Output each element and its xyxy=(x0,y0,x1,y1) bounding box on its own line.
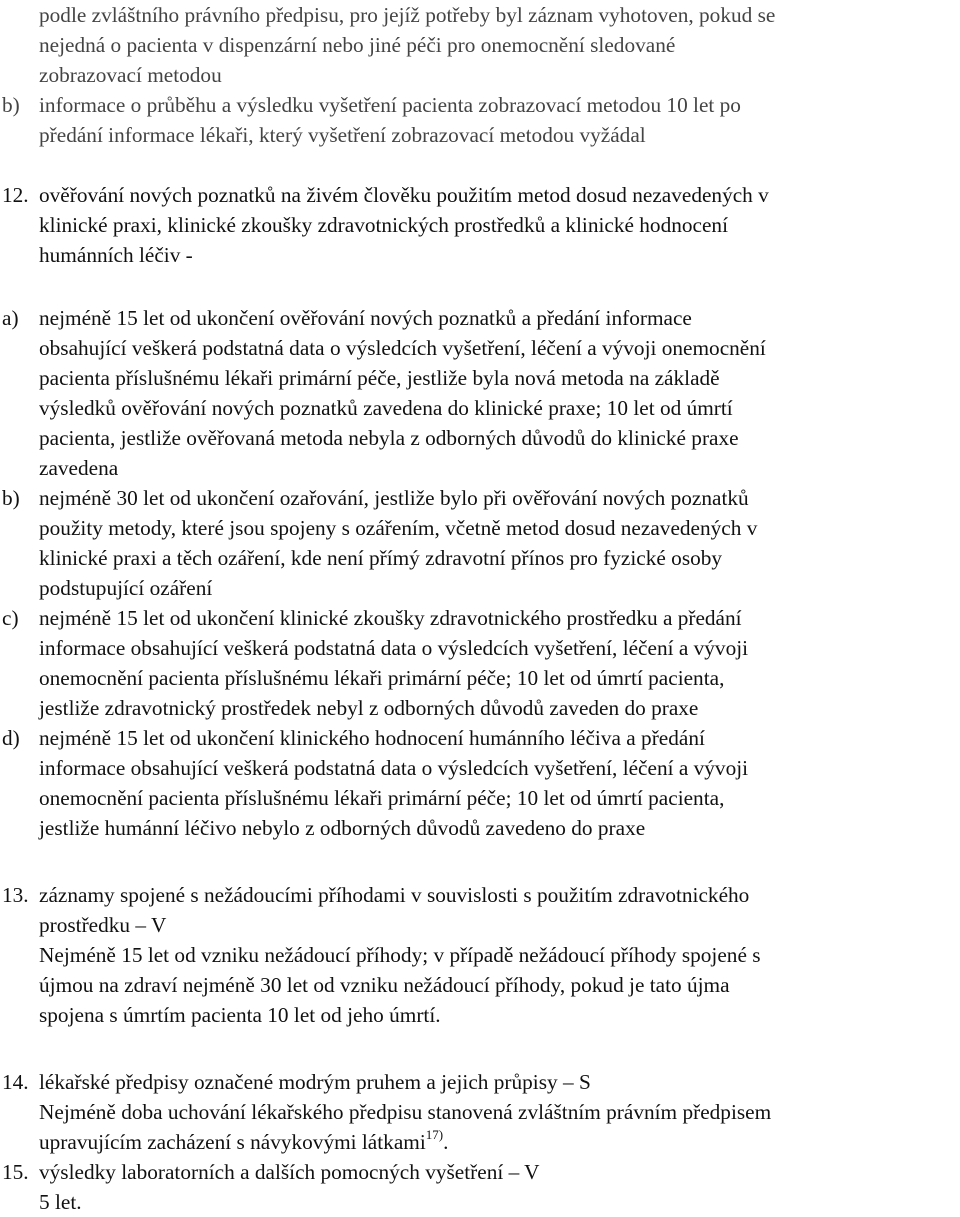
text-segment: upravujícím zacházení s návykovými látkami xyxy=(39,1130,426,1154)
text-line: ověřování nových poznatků na živém člověku použitím metod dosud nezavedených v xyxy=(39,183,769,207)
text-line: nejméně 30 let od ukončení ozařování, jestliže bylo při ověřování nových poznatků xyxy=(39,486,749,510)
text-line: nejméně 15 let od ukončení klinické zkoušky zdravotnického prostředku a předání xyxy=(39,606,742,630)
sub-item-12d xyxy=(0,723,960,843)
text-line: informace obsahující veškerá podstatná data o výsledcích vyšetření, léčení a vývoji xyxy=(39,636,749,660)
text-line: záznamy spojené s nežádoucími příhodami v souvislosti s použitím zdravotnického xyxy=(39,883,750,907)
continuation-text xyxy=(39,0,951,90)
item-number: 13. xyxy=(2,883,29,907)
item-marker: b) xyxy=(2,486,20,510)
item-number: 15. xyxy=(2,1160,29,1184)
text-line: jestliže zdravotnický prostředek nebyl z odborných důvodů zaveden do praxe xyxy=(39,696,699,720)
text-line: újmou na zdraví nejméně 30 let od vzniku nežádoucí příhody, pokud je tato újma xyxy=(39,973,730,997)
text-line: onemocnění pacienta příslušnému lékaři primární péče; 10 let od úmrtí pacienta, xyxy=(39,786,725,810)
item-text xyxy=(39,880,951,1030)
text-line: spojena s úmrtím pacienta 10 let od jeho úmrtí. xyxy=(39,1003,441,1027)
item-marker: b) xyxy=(2,93,20,117)
item-text xyxy=(39,603,951,723)
item-text xyxy=(39,303,951,483)
item-marker: c) xyxy=(2,606,19,630)
text-line: klinické praxi, klinické zkoušky zdravotnických prostředků a klinické hodnocení xyxy=(39,213,728,237)
text-line: použity metody, které jsou spojeny s ozářením, včetně metod dosud nezavedených v xyxy=(39,516,758,540)
text-line: pacienta, jestliže ověřovaná metoda nebyla z odborných důvodů do klinické praxe xyxy=(39,426,739,450)
item-text xyxy=(39,723,951,843)
text-line: 5 let. xyxy=(39,1190,82,1214)
text-line: výsledky laboratorních a dalších pomocných vyšetření – V xyxy=(39,1160,540,1184)
text-segment: . xyxy=(443,1130,449,1154)
item-text xyxy=(39,90,951,150)
list-item-13 xyxy=(0,880,960,1030)
text-line: onemocnění pacienta příslušnému lékaři primární péče; 10 let od úmrtí pacienta, xyxy=(39,666,725,690)
text-line: jestliže humánní léčivo nebylo z odborných důvodů zavedeno do praxe xyxy=(39,816,646,840)
continuation-paragraph xyxy=(0,0,960,90)
list-item-14 xyxy=(0,1067,960,1157)
text-line: informace o průběhu a výsledku vyšetření pacienta zobrazovací metodou 10 let po xyxy=(39,93,741,117)
sub-item-12b xyxy=(0,483,960,603)
item-marker: a) xyxy=(2,306,19,330)
text-line: lékařské předpisy označené modrým pruhem a jejich průpisy – S xyxy=(39,1070,591,1094)
item-text xyxy=(39,483,951,603)
text-line: Nejméně 15 let od vzniku nežádoucí příhody; v případě nežádoucí příhody spojené s xyxy=(39,943,761,967)
item-text xyxy=(39,180,951,270)
item-number: 14. xyxy=(2,1070,29,1094)
text-line: předání informace lékaři, který vyšetření zobrazovací metodou vyžádal xyxy=(39,123,646,147)
sub-item-12a xyxy=(0,303,960,483)
text-line: obsahující veškerá podstatná data o výsledcích vyšetření, léčení a vývoji onemocnění xyxy=(39,336,766,360)
text-line: zavedena xyxy=(39,456,119,480)
text-line: podle zvláštního právního předpisu, pro jejíž potřeby byl záznam vyhotoven, pokud se xyxy=(39,3,776,27)
text-line: informace obsahující veškerá podstatná data o výsledcích vyšetření, léčení a vývoji xyxy=(39,756,749,780)
text-line: pacienta příslušnému lékaři primární péče, jestliže byla nová metoda na základě xyxy=(39,366,720,390)
text-line: humánních léčiv - xyxy=(39,243,193,267)
footnote-reference: 17) xyxy=(425,1126,444,1142)
item-marker: d) xyxy=(2,726,20,750)
sub-item-12c xyxy=(0,603,960,723)
text-line: klinické praxi a těch ozáření, kde není přímý zdravotní přínos pro fyzické osoby xyxy=(39,546,723,570)
item-number: 12. xyxy=(2,183,29,207)
list-item-15 xyxy=(0,1157,960,1217)
text-line: výsledků ověřování nových poznatků zavedena do klinické praxe; 10 let od úmrtí xyxy=(39,396,733,420)
text-line: podstupující ozáření xyxy=(39,576,213,600)
item-text xyxy=(39,1157,951,1217)
text-line-with-footnote xyxy=(39,1127,951,1157)
list-item-12 xyxy=(0,180,960,270)
text-line: nejméně 15 let od ukončení klinického hodnocení humánního léčiva a předání xyxy=(39,726,705,750)
text-line: nejméně 15 let od ukončení ověřování nových poznatků a předání informace xyxy=(39,306,692,330)
list-item-11b xyxy=(0,90,960,150)
text-line: zobrazovací metodou xyxy=(39,63,222,87)
item-text xyxy=(39,1067,951,1157)
text-line: nejedná o pacienta v dispenzární nebo jiné péči pro onemocnění sledované xyxy=(39,33,676,57)
text-line: prostředku – V xyxy=(39,913,167,937)
text-line: Nejméně doba uchování lékařského předpisu stanovená zvláštním právním předpisem xyxy=(39,1100,772,1124)
